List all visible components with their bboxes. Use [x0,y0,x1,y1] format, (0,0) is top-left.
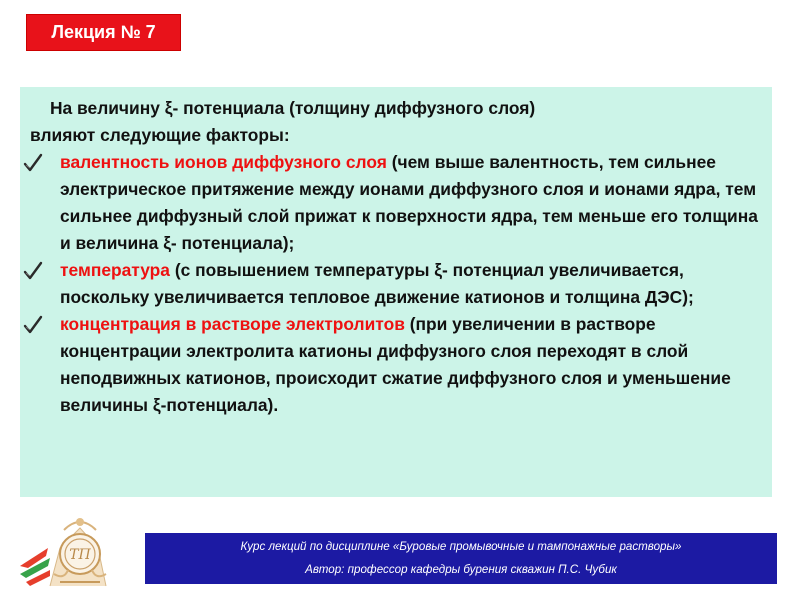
content-panel [20,87,772,497]
course-footer [145,533,777,584]
university-emblem-icon [20,508,128,590]
svg-text:ТП: ТП [69,547,91,563]
factor-item-temperature [30,257,762,311]
factor-keyword: валентность ионов диффузного слоя [60,152,387,172]
check-icon [22,314,44,336]
course-author: Автор: профессор кафедры бурения скважин П.С. Чубик [305,563,617,576]
lecture-badge-label: Лекция № 7 [51,22,156,42]
factor-description: (при увеличении в растворе концентрации электролита катионы диффузного слоя переходят в слой неподвижных катионов, происходит сжатие диффузного слоя и уменьшение величины ξ-потенциала). [60,314,731,415]
intro-line-2: влияют следующие факторы: [30,125,290,145]
course-title: Курс лекций по дисциплине «Буровые промывочные и тампонажные растворы» [240,540,682,553]
intro-text [30,95,762,149]
lecture-badge [27,15,180,50]
factor-item-concentration [30,311,762,419]
intro-line-1: На величину ξ- потенциала (толщину диффузного слоя) [50,98,536,118]
factor-keyword: температура [60,260,170,280]
factor-description: (с повышением температуры ξ- потенциал увеличивается, поскольку увеличивается тепловое движение катионов и толщина ДЭС); [60,260,694,307]
factor-keyword: концентрация в растворе электролитов [60,314,405,334]
factor-description: (чем выше валентность, тем сильнее электрическое притяжение между ионами диффузного слоя и ионами ядра, тем сильнее диффузный слой прижат к поверхности ядра, тем меньше его толщина и величина ξ- потенциала); [60,152,758,253]
check-icon [22,260,44,282]
factor-item-valence [30,149,762,257]
check-icon [22,152,44,174]
